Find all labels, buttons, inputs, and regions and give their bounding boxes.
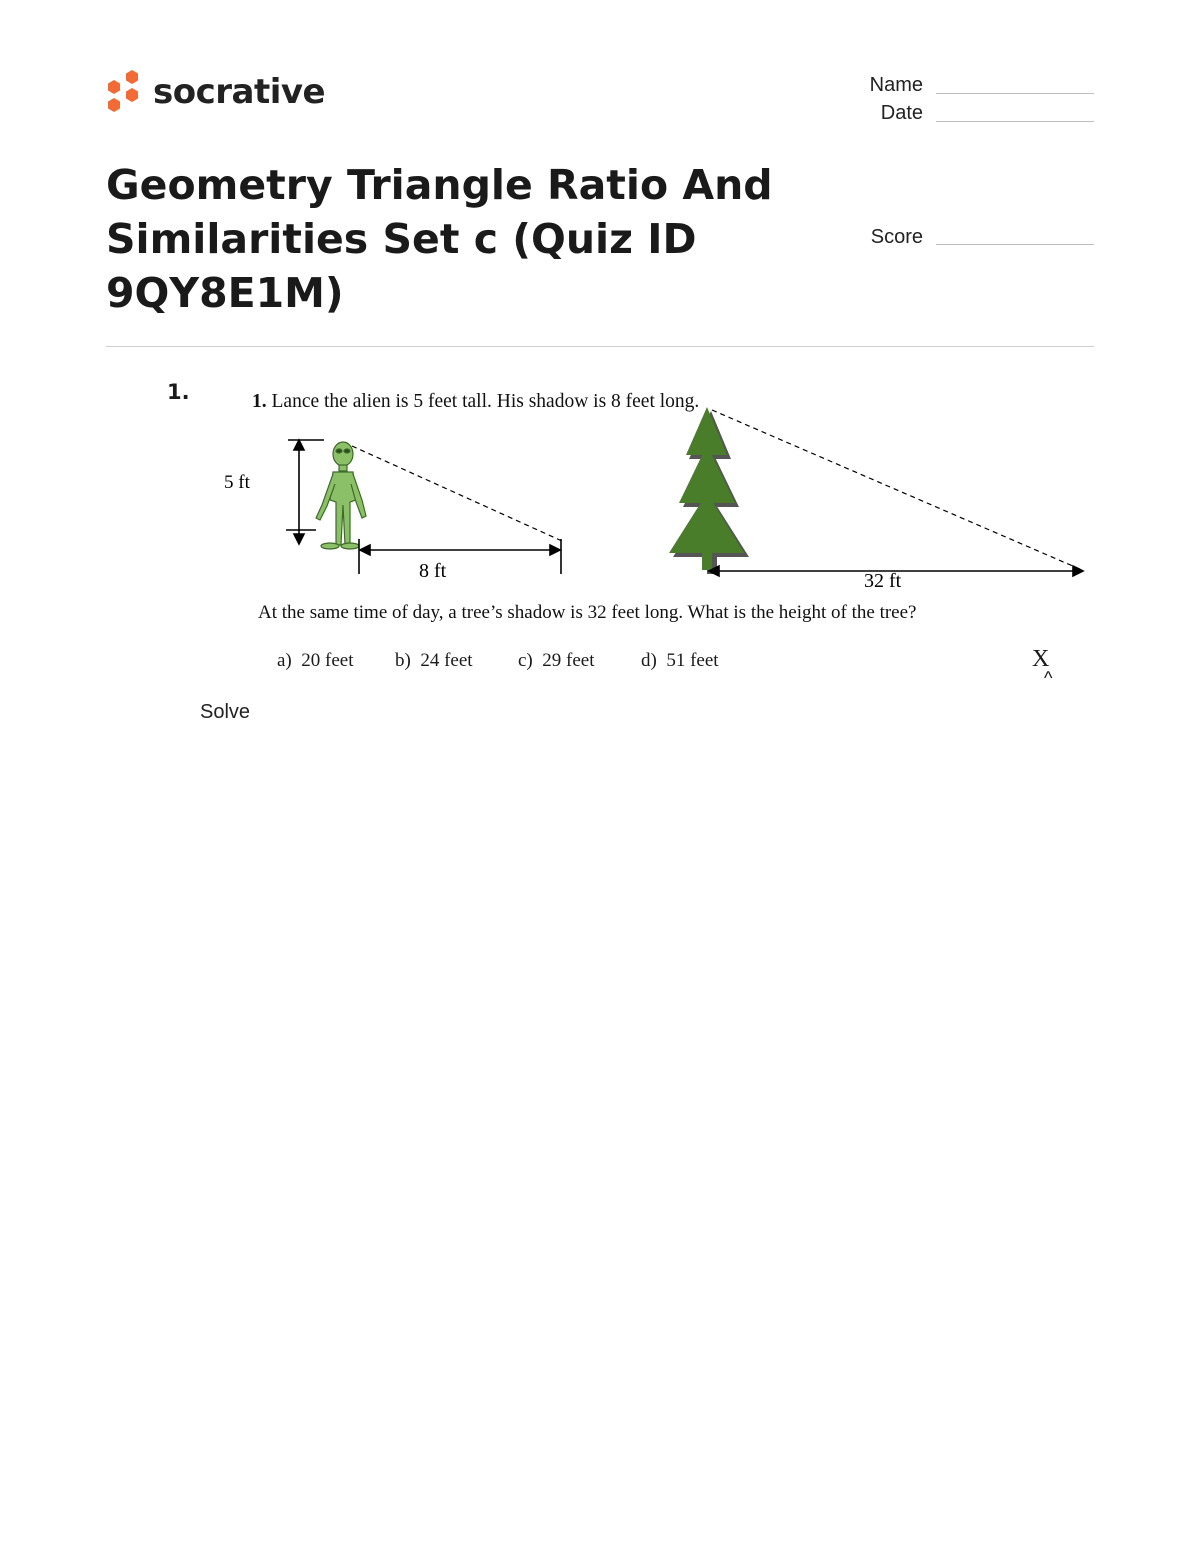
answer-choice-d[interactable]: [641, 650, 719, 672]
handwritten-caret-mark: ^: [1044, 668, 1053, 688]
stem-text: Lance the alien is 5 feet tall. His shadow is 8 feet long.: [271, 391, 700, 412]
date-label: Date: [880, 102, 923, 124]
alien-figure: [316, 442, 366, 549]
choice-text: 29 feet: [542, 650, 595, 671]
choice-letter: c): [518, 650, 533, 671]
solve-label: Solve: [200, 701, 251, 723]
alien-sun-ray: [352, 446, 562, 541]
brand-name: socrative: [153, 72, 326, 112]
answer-choice-b[interactable]: [395, 650, 473, 672]
tree-shadow-label: 32 ft: [864, 570, 902, 592]
choice-letter: b): [395, 650, 411, 671]
choice-text: 20 feet: [301, 650, 354, 671]
alien-height-dimension: [286, 440, 324, 544]
question-followup: At the same time of day, a tree’s shadow is 32 feet long. What is the height of the tree?: [258, 602, 917, 623]
score-label: Score: [870, 226, 923, 248]
shadow-figure: [0, 0, 1200, 600]
choice-letter: d): [641, 650, 657, 671]
handwritten-x-mark: X: [1032, 646, 1050, 672]
choice-text: 24 feet: [420, 650, 473, 671]
stem-number: 1.: [252, 391, 267, 412]
tree-figure: [669, 407, 749, 574]
name-label: Name: [869, 74, 923, 96]
alien-shadow-label: 8 ft: [419, 560, 447, 582]
question-number: 1.: [167, 380, 190, 404]
choice-letter: a): [277, 650, 292, 671]
alien-height-label: 5 ft: [224, 472, 250, 493]
quiz-title: Geometry Triangle Ratio And Similarities Set c (Quiz ID 9QY8E1M): [106, 161, 773, 317]
answer-choice-c[interactable]: [518, 650, 595, 672]
choice-text: 51 feet: [666, 650, 719, 671]
tree-sun-ray: [712, 410, 1082, 570]
answer-choice-a[interactable]: [277, 650, 354, 672]
alien-shadow-dimension: [359, 539, 561, 574]
